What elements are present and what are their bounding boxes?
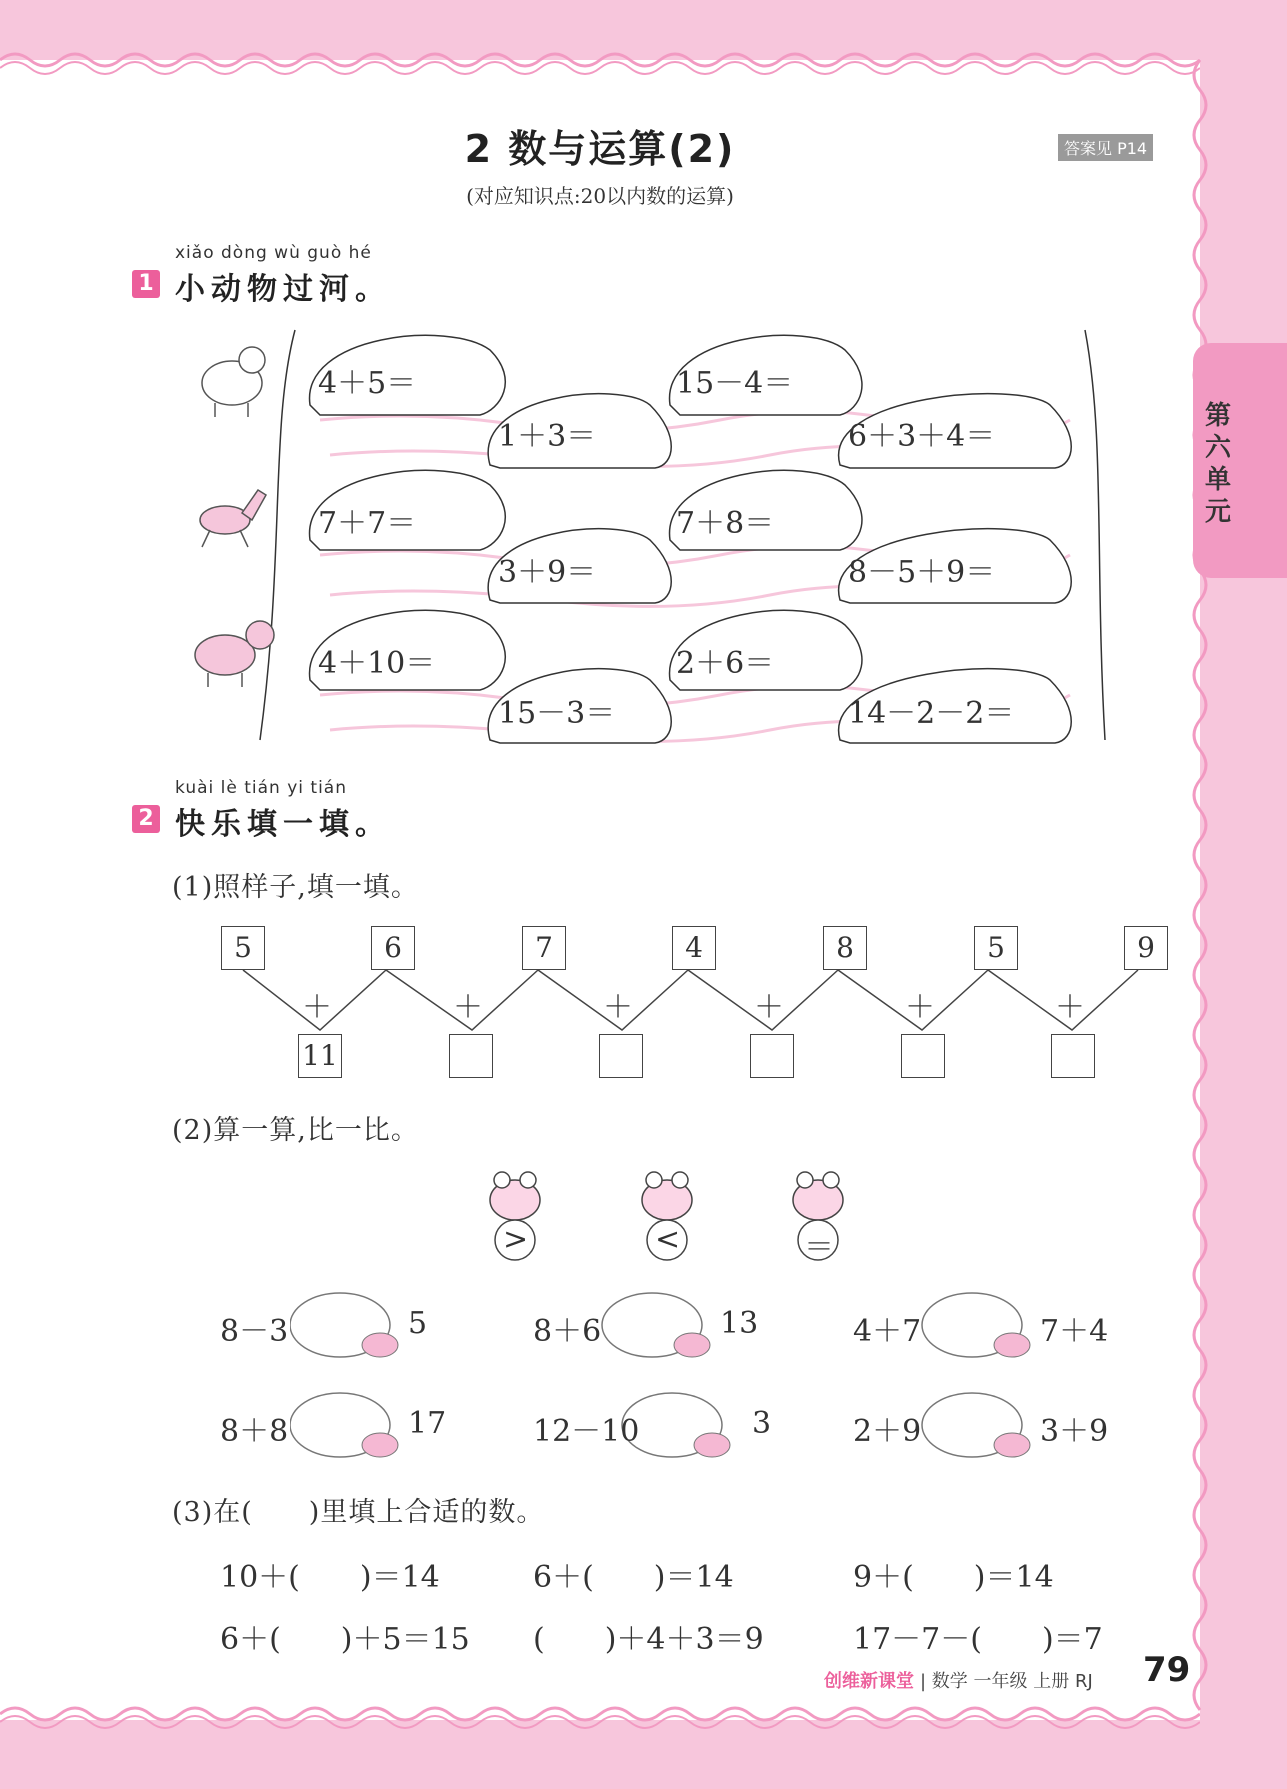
compare-left: 8－3 [220, 1314, 289, 1349]
plus-sign: ＋ [754, 990, 784, 1025]
number-box: 5 [221, 926, 265, 970]
fill-blank-equation[interactable]: ( )＋4＋3＝9 [533, 1622, 764, 1657]
wavy-border-bottom [0, 1700, 1200, 1740]
stone-expression: 7＋7＝ [318, 506, 417, 541]
plus-sign: ＋ [905, 990, 935, 1025]
plus-sign: ＋ [302, 990, 332, 1025]
compare-right: 17 [408, 1406, 447, 1441]
part3-heading: (3)在( )里填上合适的数。 [172, 1497, 545, 1528]
page-title: 2 数与运算(2) [464, 127, 736, 171]
compare-left: 8＋6 [533, 1314, 602, 1349]
stone-expression: 14－2－2＝ [848, 696, 1015, 731]
footer-book-info: | 数学 一年级 上册 RJ [920, 1671, 1093, 1692]
plus-sign: ＋ [1055, 990, 1085, 1025]
frog-sign-greater: > [503, 1222, 529, 1257]
number-box: 8 [823, 926, 867, 970]
number-box: 9 [1124, 926, 1168, 970]
compare-left: 4＋7 [853, 1314, 922, 1349]
horse-icon [200, 490, 266, 547]
compare-left: 2＋9 [853, 1414, 922, 1449]
part2-heading: (2)算一算,比一比。 [172, 1115, 419, 1146]
page-number: 79 [1143, 1650, 1191, 1690]
stone-expression: 7＋8＝ [676, 506, 775, 541]
q1-pinyin: xiǎo dòng wù guò hé [175, 243, 372, 263]
stone-expression: 15－4＝ [676, 366, 794, 401]
stone-expression: 4＋10＝ [318, 646, 436, 681]
river-scene [170, 325, 1130, 745]
q2-number-badge: 2 [132, 805, 160, 833]
q2-title: 快乐填一填。 [175, 807, 391, 842]
stone-expression: 6＋3＋4＝ [848, 419, 996, 454]
cow-icon [195, 621, 274, 687]
fill-blank-equation[interactable]: 10＋( )＝14 [220, 1560, 440, 1595]
frog-sign-equal: ＝ [804, 1230, 834, 1265]
stone-expression: 4＋5＝ [318, 366, 417, 401]
compare-right: 13 [720, 1306, 759, 1341]
stone-expression: 2＋6＝ [676, 646, 775, 681]
fill-blank-equation[interactable]: 17－7－( )＝7 [853, 1622, 1103, 1657]
answer-reference-badge: 答案见 P14 [1058, 134, 1153, 161]
number-box: 6 [371, 926, 415, 970]
answer-box[interactable] [449, 1034, 493, 1078]
fill-blank-equation[interactable]: 9＋( )＝14 [853, 1560, 1054, 1595]
q1-title: 小动物过河。 [175, 272, 391, 307]
answer-box[interactable]: 11 [298, 1034, 342, 1078]
answer-box[interactable] [901, 1034, 945, 1078]
number-box: 4 [672, 926, 716, 970]
q2-pinyin: kuài lè tián yi tián [175, 778, 347, 798]
number-box: 7 [522, 926, 566, 970]
sheep-icon [202, 347, 265, 417]
number-box: 5 [974, 926, 1018, 970]
footer-brand: 创维新课堂 [824, 1671, 914, 1692]
answer-box[interactable] [750, 1034, 794, 1078]
plus-sign: ＋ [603, 990, 633, 1025]
page-subtitle: (对应知识点:20以内数的运算) [466, 184, 734, 208]
compare-right: 5 [408, 1306, 428, 1341]
q1-number-badge: 1 [132, 270, 160, 298]
frog-sign-less: < [655, 1222, 681, 1257]
compare-left: 8＋8 [220, 1414, 289, 1449]
stone-expression: 8－5＋9＝ [848, 555, 996, 590]
wavy-border-right [1180, 60, 1220, 1720]
answer-box[interactable] [599, 1034, 643, 1078]
compare-right: 7＋4 [1040, 1314, 1109, 1349]
plus-sign: ＋ [453, 990, 483, 1025]
unit-side-tab-label: 第六单元 [1205, 401, 1232, 527]
stone-expression: 3＋9＝ [498, 555, 597, 590]
stone-expression: 15－3＝ [498, 696, 616, 731]
fill-blank-equation[interactable]: 6＋( )＝14 [533, 1560, 734, 1595]
compare-right: 3＋9 [1040, 1414, 1109, 1449]
wavy-border-top [0, 40, 1200, 80]
answer-box[interactable] [1051, 1034, 1095, 1078]
compare-right: 3 [752, 1406, 772, 1441]
part1-heading: (1)照样子,填一填。 [172, 872, 419, 903]
stone-expression: 1＋3＝ [498, 419, 597, 454]
compare-left: 12－10 [533, 1414, 640, 1449]
fill-blank-equation[interactable]: 6＋( )＋5＝15 [220, 1622, 470, 1657]
